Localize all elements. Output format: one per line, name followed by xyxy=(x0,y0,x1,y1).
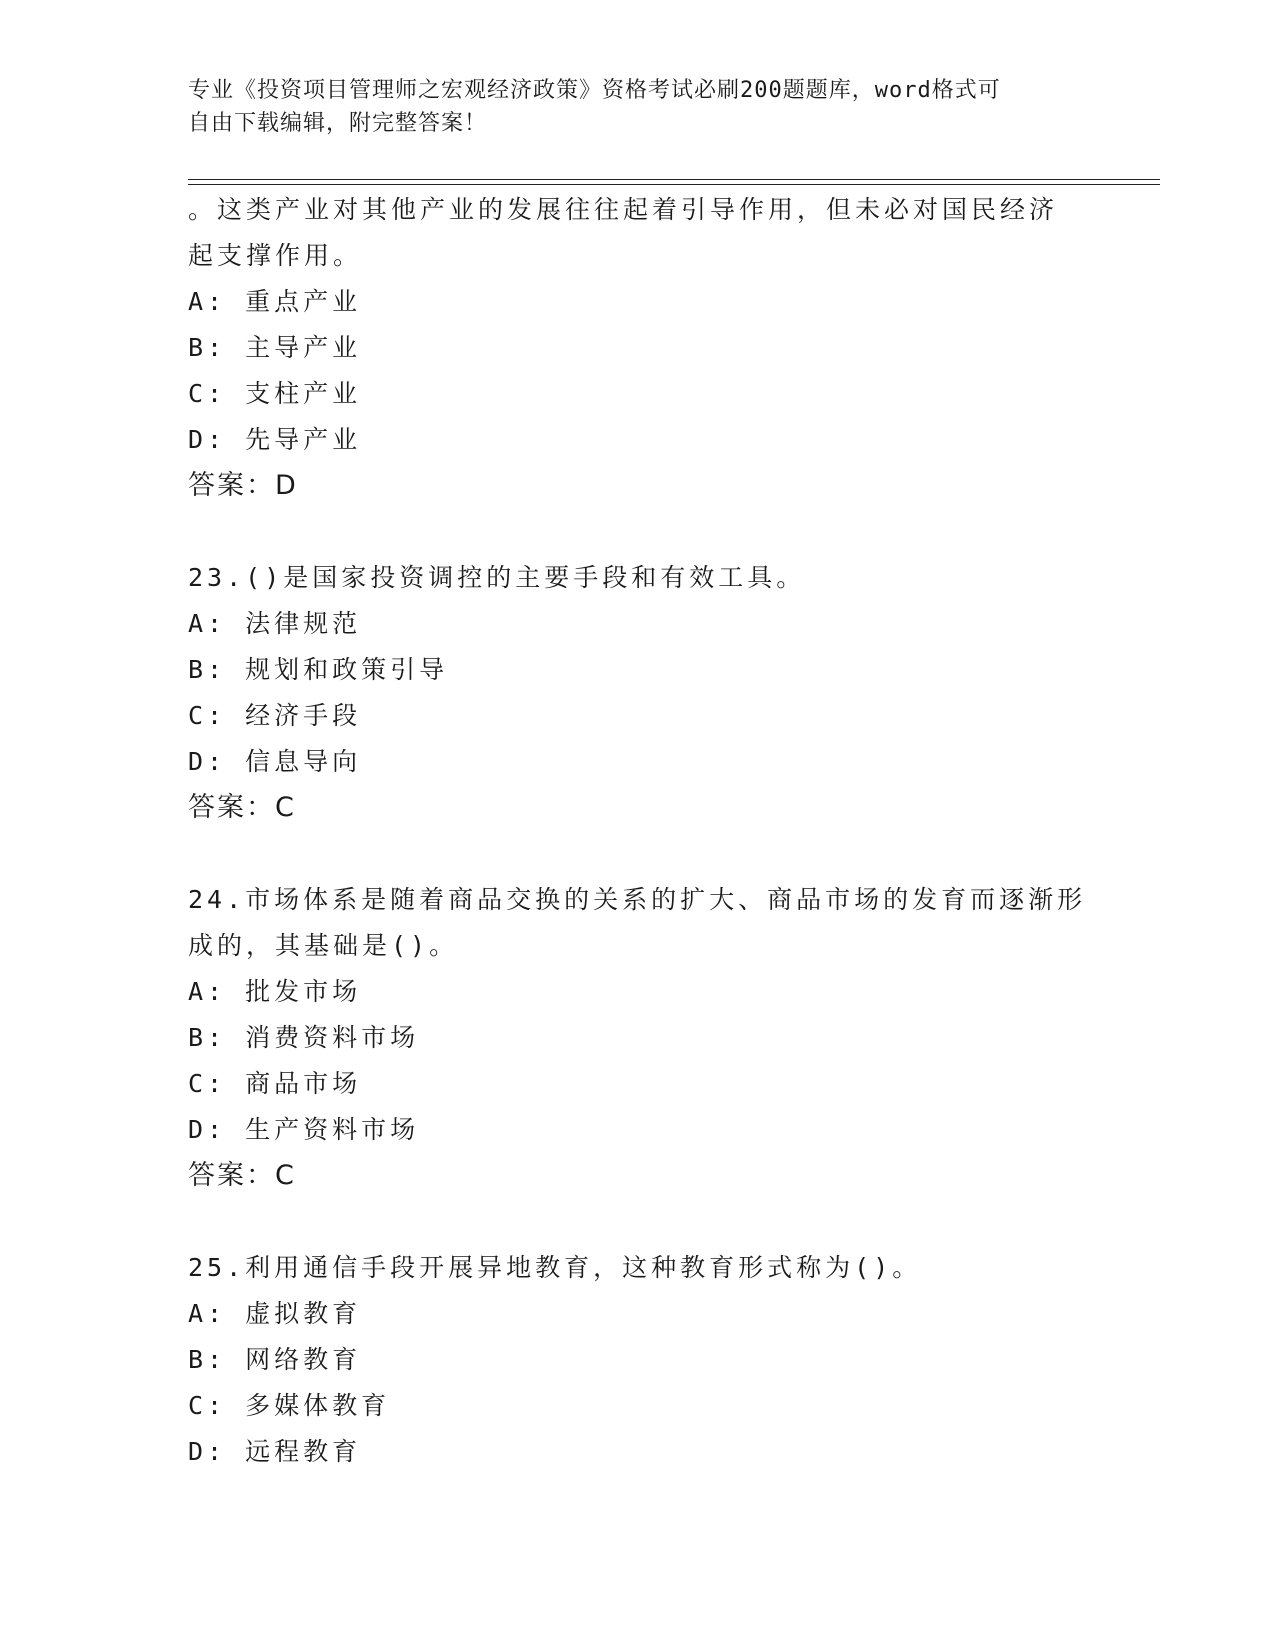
option-a: A: 重点产业 xyxy=(188,287,362,316)
question-25 xyxy=(188,1245,1088,1475)
answer-line: 答案：D xyxy=(188,470,298,501)
option-b: B: 主导产业 xyxy=(188,333,362,362)
header-divider-top xyxy=(188,179,1160,180)
option-c: C: 经济手段 xyxy=(188,701,362,730)
spacer xyxy=(188,831,1088,877)
option-b: B: 消费资料市场 xyxy=(188,1023,420,1052)
option-d: D: 远程教育 xyxy=(188,1437,362,1466)
spacer xyxy=(188,1199,1088,1245)
document-header xyxy=(188,74,1078,140)
answer-line: 答案：C xyxy=(188,1160,296,1191)
question-text-line: 起支撑作用。 xyxy=(188,241,363,270)
option-d: D: 信息导向 xyxy=(188,747,362,776)
option-c: C: 商品市场 xyxy=(188,1069,362,1098)
document-body xyxy=(188,187,1088,1475)
option-d: D: 生产资料市场 xyxy=(188,1115,420,1144)
option-a: A: 虚拟教育 xyxy=(188,1299,362,1328)
question-text-line: 。这类产业对其他产业的发展往往起着引导作用，但未必对国民经济 xyxy=(188,195,1059,224)
answer-line: 答案：C xyxy=(188,792,296,823)
option-a: A: 法律规范 xyxy=(188,609,362,638)
question-23 xyxy=(188,555,1088,831)
header-line-2: 自由下载编辑，附完整答案！ xyxy=(188,111,488,136)
question-22 xyxy=(188,187,1088,509)
question-text-line: 25.利用通信手段开展异地教育，这种教育形式称为()。 xyxy=(188,1253,922,1282)
question-text-line: 成的，其基础是()。 xyxy=(188,931,459,960)
question-24 xyxy=(188,877,1088,1199)
option-b: B: 规划和政策引导 xyxy=(188,655,449,684)
header-divider-bottom xyxy=(188,184,1160,185)
option-c: C: 支柱产业 xyxy=(188,379,362,408)
option-c: C: 多媒体教育 xyxy=(188,1391,391,1420)
option-d: D: 先导产业 xyxy=(188,425,362,454)
option-b: B: 网络教育 xyxy=(188,1345,362,1374)
question-text-line: 23.()是国家投资调控的主要手段和有效工具。 xyxy=(188,563,806,592)
question-text-line: 24.市场体系是随着商品交换的关系的扩大、商品市场的发育而逐渐形 xyxy=(188,885,1087,914)
header-line-1: 专业《投资项目管理师之宏观经济政策》资格考试必刷200题题库，word格式可 xyxy=(188,78,1001,103)
option-a: A: 批发市场 xyxy=(188,977,362,1006)
spacer xyxy=(188,509,1088,555)
